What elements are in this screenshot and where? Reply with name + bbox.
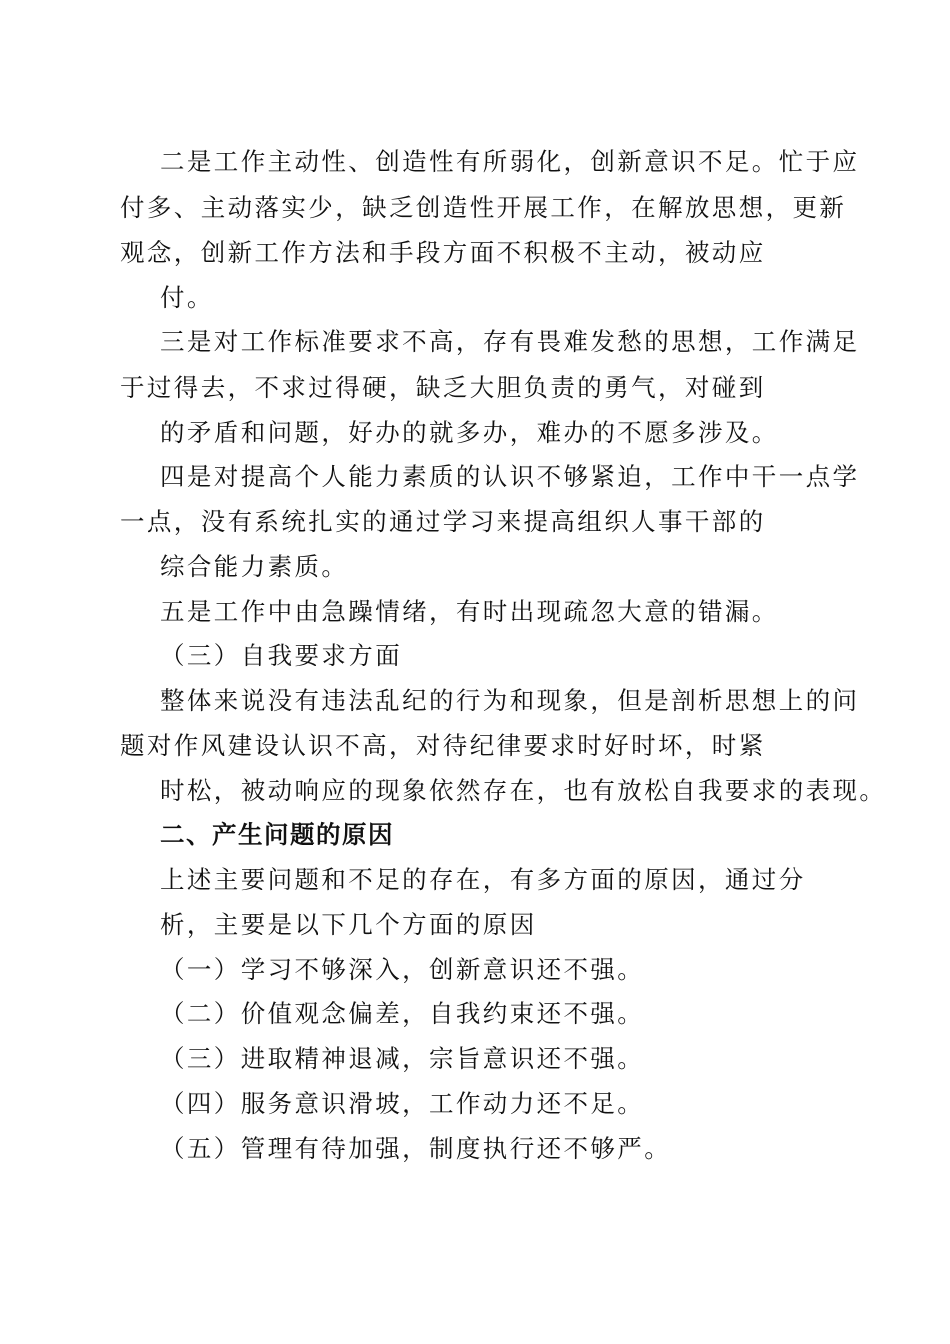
para-four-line-3: 综合能力素质。	[160, 552, 349, 581]
para-two-line-4: 付。	[160, 283, 214, 312]
para-causes-line-2: 析，主要是以下几个方面的原因	[160, 910, 537, 939]
para-two-line-3: 观念，创新工作方法和手段方面不积极不主动，被动应	[120, 238, 766, 267]
cause-item-5: （五）管理有待加强，制度执行还不够严。	[160, 1134, 672, 1163]
para-three-line-1: 三是对工作标准要求不高，存有畏难发愁的思想，工作满足	[160, 327, 860, 356]
cause-item-1: （一）学习不够深入，创新意识还不强。	[160, 955, 645, 984]
para-self-line-1: 整体来说没有违法乱纪的行为和现象，但是剖析思想上的问	[160, 686, 860, 715]
cause-item-4: （四）服务意识滑坡，工作动力还不足。	[160, 1089, 645, 1118]
para-four-line-2: 一点，没有系统扎实的通过学习来提高组织人事干部的	[120, 507, 766, 536]
cause-item-2: （二）价值观念偏差，自我约束还不强。	[160, 999, 645, 1028]
para-self-line-2: 题对作风建设认识不高，对待纪律要求时好时坏，时紧	[120, 731, 766, 760]
section-heading-causes: 二、产生问题的原因	[160, 820, 394, 849]
para-two-line-2: 付多、主动落实少，缺乏创造性开展工作，在解放思想，更新	[120, 193, 847, 222]
para-causes-line-1: 上述主要问题和不足的存在，有多方面的原因，通过分	[160, 865, 806, 894]
para-three-line-2: 于过得去，不求过得硬，缺乏大胆负责的勇气，对碰到	[120, 373, 766, 402]
para-four-line-1: 四是对提高个人能力素质的认识不够紧迫，工作中干一点学	[160, 462, 860, 491]
cause-item-3: （三）进取精神退减，宗旨意识还不强。	[160, 1044, 645, 1073]
para-five: 五是工作中由急躁情绪，有时出现疏忽大意的错漏。	[160, 597, 779, 626]
para-three-line-3: 的矛盾和问题，好办的就多办，难办的不愿多涉及。	[160, 418, 779, 447]
para-self-line-3: 时松，被动响应的现象依然存在，也有放松自我要求的表现。	[160, 776, 887, 805]
subheading-self-requirements: （三）自我要求方面	[160, 641, 403, 670]
para-two-line-1: 二是工作主动性、创造性有所弱化，创新意识不足。忙于应	[160, 147, 860, 176]
